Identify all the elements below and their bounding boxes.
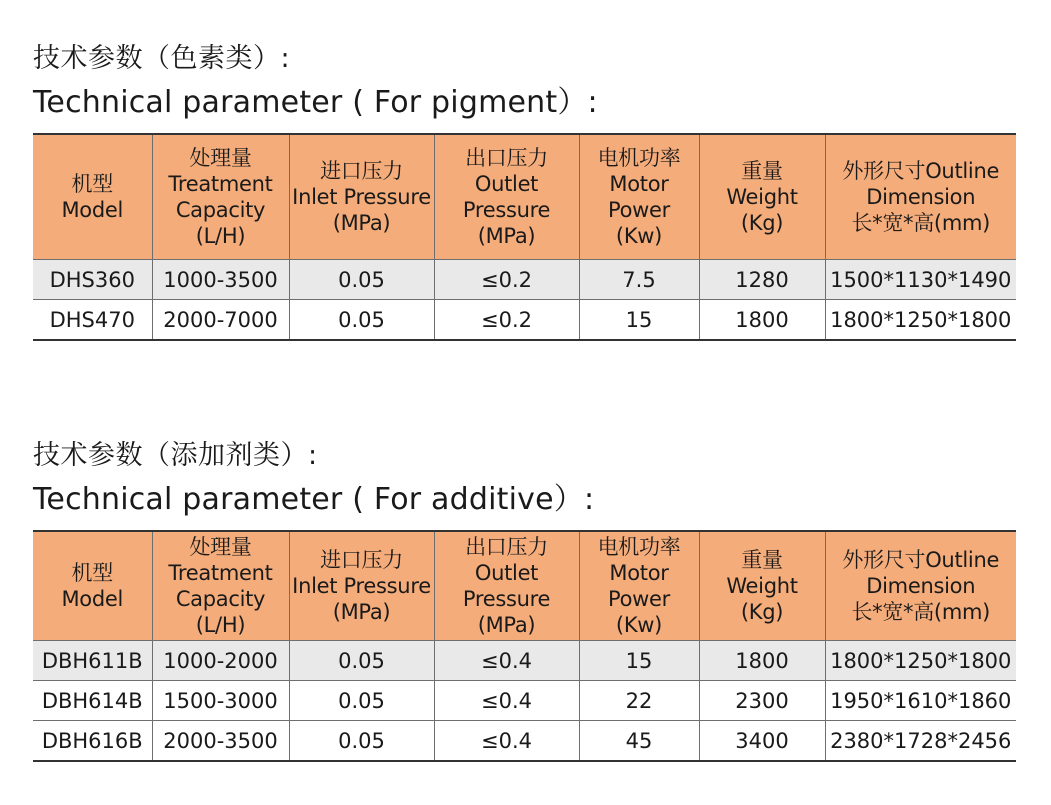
cell-outlet-pressure: ≤0.4	[434, 641, 579, 681]
cell-inlet-pressure: 0.05	[289, 681, 434, 721]
cell-weight: 3400	[699, 721, 825, 762]
table-header-row	[33, 531, 1016, 641]
cell-motor-power: 45	[579, 721, 699, 762]
header-dimension: 外形尺寸Outline Dimension 长*宽*高(mm)	[825, 531, 1016, 641]
header-motor-power: 电机功率 Motor Power (Kw)	[579, 134, 699, 260]
table-row	[33, 300, 1016, 341]
table-row	[33, 721, 1016, 762]
cell-weight: 1800	[699, 300, 825, 341]
cell-capacity: 2000-7000	[152, 300, 289, 341]
cell-dimension: 1500*1130*1490	[825, 260, 1016, 300]
cell-outlet-pressure: ≤0.2	[434, 260, 579, 300]
cell-model: DBH614B	[41, 688, 143, 713]
table-row	[33, 681, 1016, 721]
cell-inlet-pressure: 0.05	[289, 721, 434, 762]
cell-inlet-pressure: 0.05	[289, 260, 434, 300]
cell-inlet-pressure: 0.05	[289, 300, 434, 341]
cell-motor-power: 15	[579, 300, 699, 341]
cell-dimension: 1800*1250*1800	[825, 641, 1016, 681]
cell-weight: 2300	[699, 681, 825, 721]
header-outlet-pressure: 出口压力 Outlet Pressure (MPa)	[434, 134, 579, 260]
cell-outlet-pressure: ≤0.2	[434, 300, 579, 341]
table-header-row	[33, 134, 1016, 260]
cell-model: DHS360	[33, 260, 152, 300]
cell-capacity: 1000-2000	[152, 641, 289, 681]
cell-dimension: 1950*1610*1860	[825, 681, 1016, 721]
cell-weight: 1800	[699, 641, 825, 681]
spec-table	[33, 530, 1016, 762]
section-title-cn: 技术参数（添加剂类）:	[33, 440, 318, 471]
cell-capacity: 1500-3000	[152, 681, 289, 721]
cell-weight: 1280	[699, 260, 825, 300]
header-model: 机型 Model	[33, 134, 152, 260]
pigment-section	[33, 40, 1016, 341]
cell-dimension: 1800*1250*1800	[825, 300, 1016, 341]
header-motor-power: 电机功率 Motor Power (Kw)	[579, 531, 699, 641]
header-inlet-pressure: 进口压力 Inlet Pressure (MPa)	[289, 134, 434, 260]
section-title-cn: 技术参数（色素类）:	[33, 43, 291, 74]
cell-capacity: 2000-3500	[152, 721, 289, 762]
table-row	[33, 641, 1016, 681]
cell-inlet-pressure: 0.05	[289, 641, 434, 681]
cell-motor-power: 7.5	[579, 260, 699, 300]
header-model: 机型 Model	[33, 531, 152, 641]
header-weight: 重量 Weight (Kg)	[699, 531, 825, 641]
spec-table	[33, 133, 1016, 341]
section-title-en: Technical parameter ( For pigment）:	[33, 85, 598, 120]
cell-motor-power: 22	[579, 681, 699, 721]
cell-dimension: 2380*1728*2456	[825, 721, 1016, 762]
additive-section	[33, 437, 1016, 762]
header-capacity: 处理量 Treatment Capacity (L/H)	[152, 531, 289, 641]
cell-motor-power: 15	[579, 641, 699, 681]
cell-model: DBH611B	[33, 641, 152, 681]
header-capacity: 处理量 Treatment Capacity (L/H)	[152, 134, 289, 260]
cell-model: DHS470	[49, 307, 135, 332]
section-title-en: Technical parameter ( For additive）:	[33, 482, 595, 517]
header-dimension: 外形尺寸Outline Dimension 长*宽*高(mm)	[825, 134, 1016, 260]
header-weight: 重量 Weight (Kg)	[699, 134, 825, 260]
cell-capacity: 1000-3500	[152, 260, 289, 300]
cell-model: DBH616B	[41, 728, 143, 753]
table-row	[33, 260, 1016, 300]
header-outlet-pressure: 出口压力 Outlet Pressure (MPa)	[434, 531, 579, 641]
cell-outlet-pressure: ≤0.4	[434, 721, 579, 762]
header-inlet-pressure: 进口压力 Inlet Pressure (MPa)	[289, 531, 434, 641]
cell-outlet-pressure: ≤0.4	[434, 681, 579, 721]
